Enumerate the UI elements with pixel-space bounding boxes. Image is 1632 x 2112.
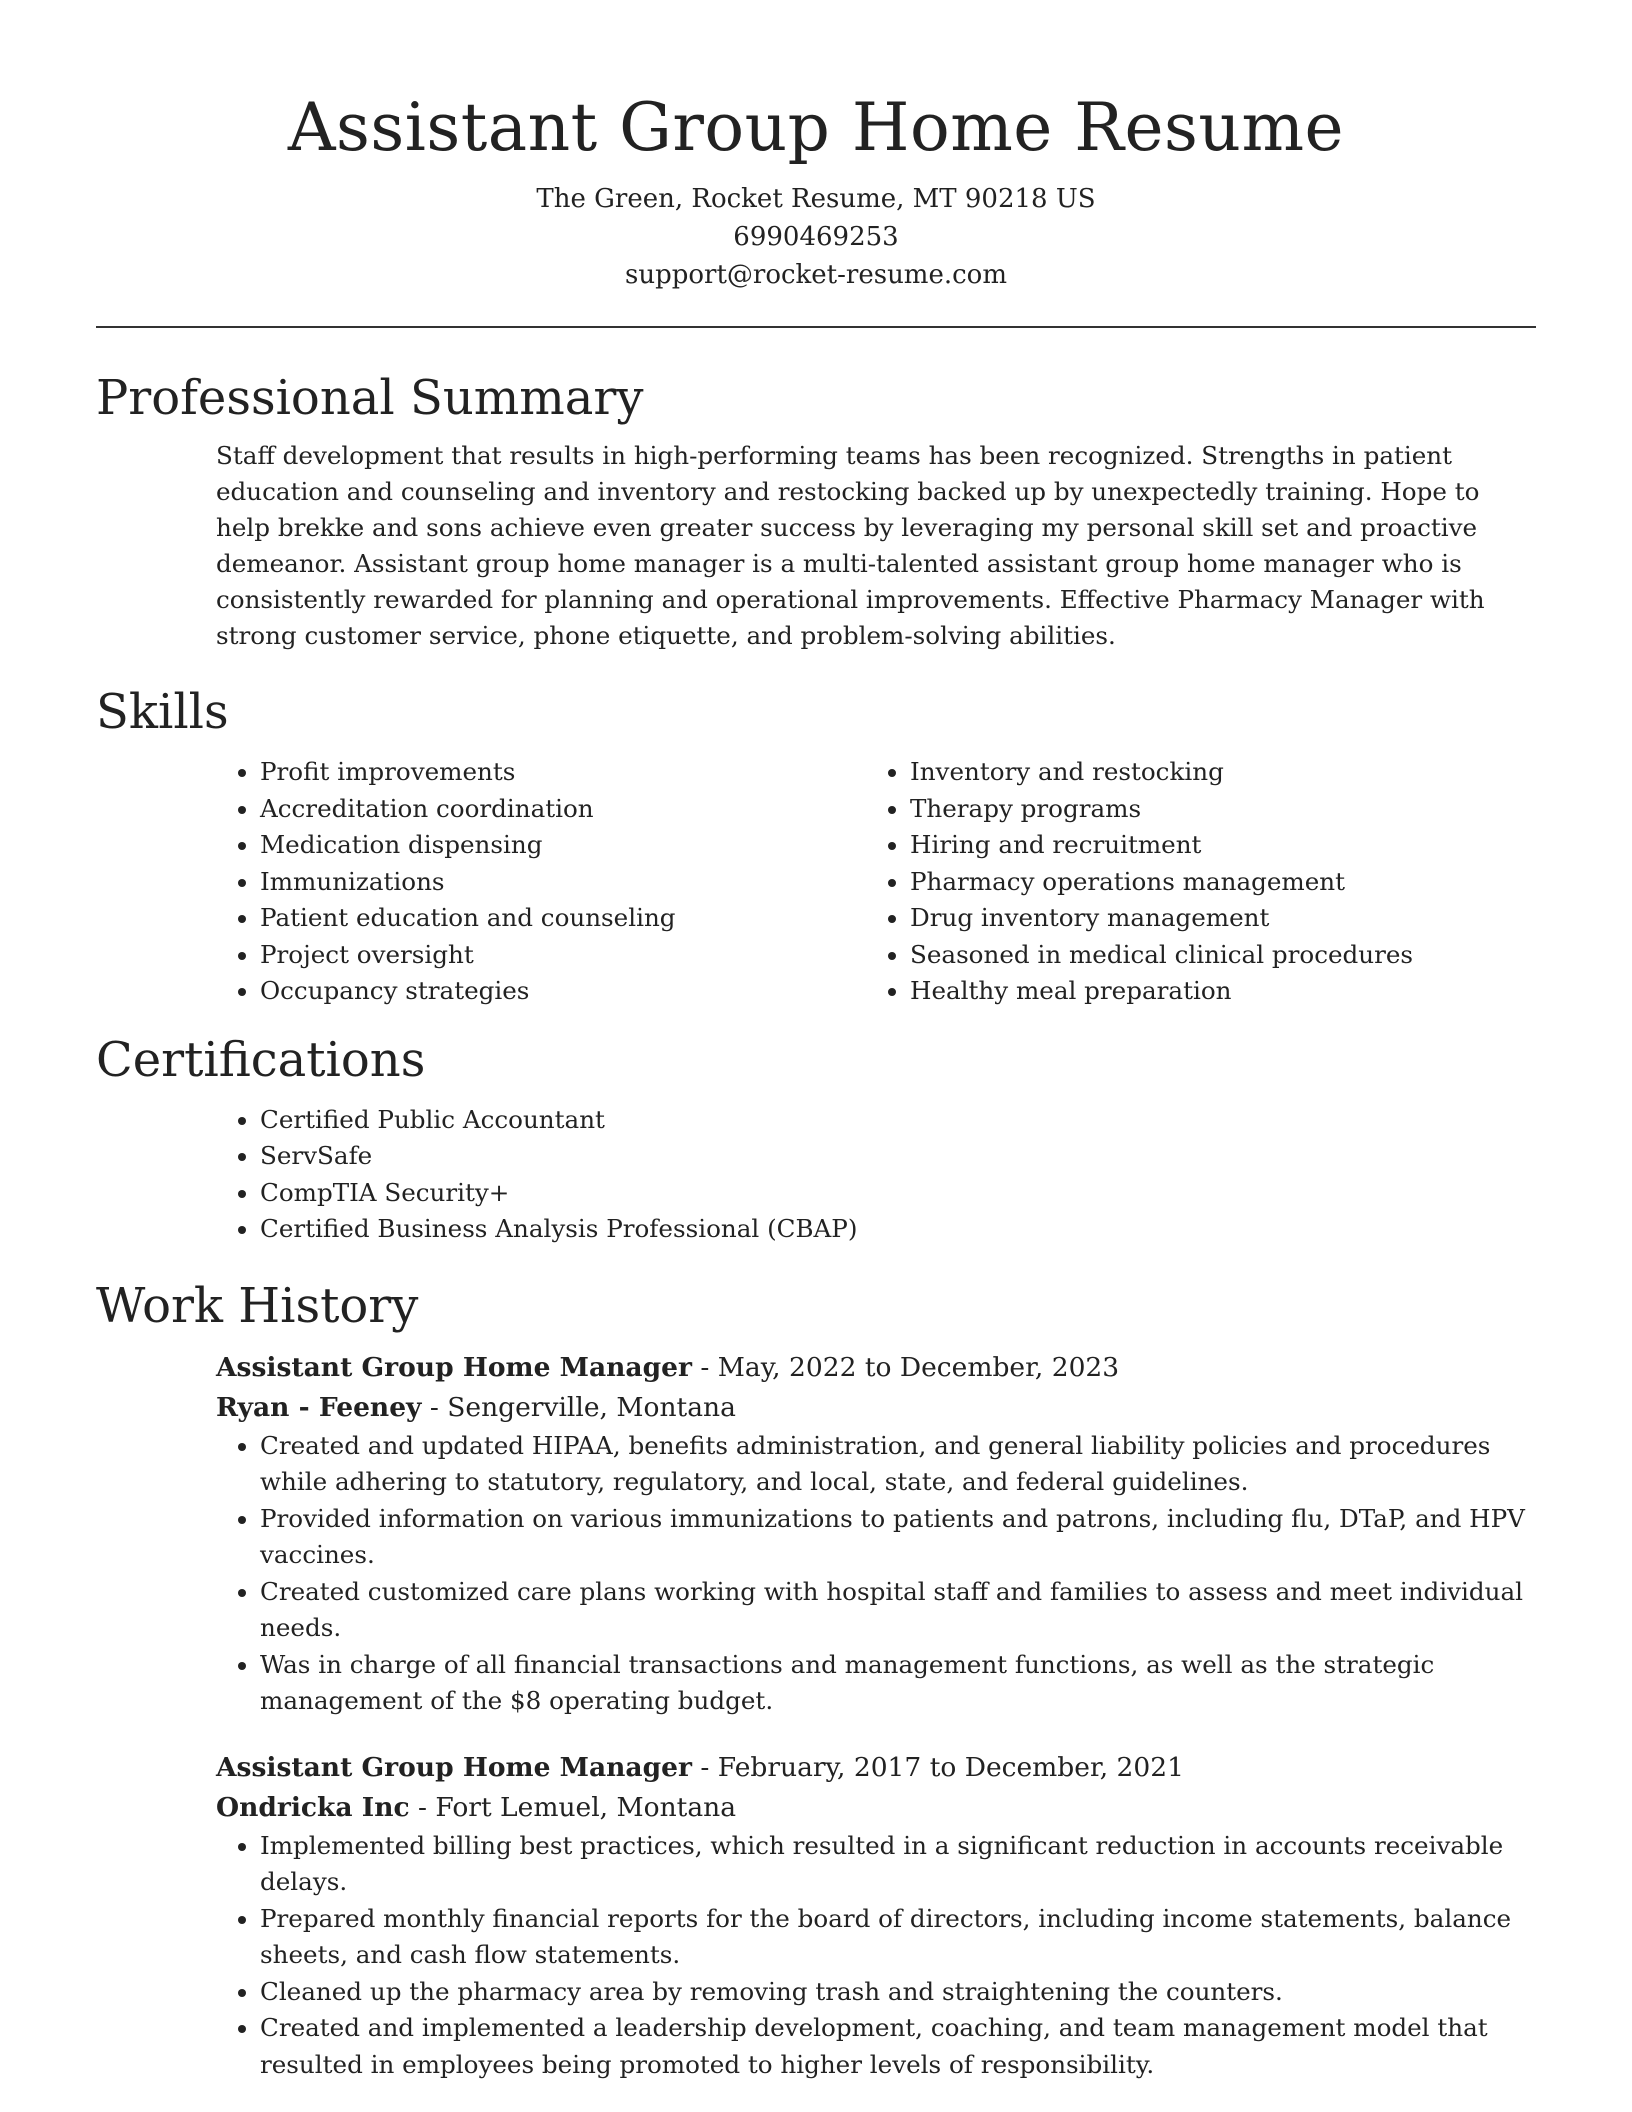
list-item: • Occupancy strategies — [260, 973, 866, 1010]
list-item: • Certified Public Accountant — [260, 1102, 1536, 1139]
list-item: • Hiring and recruitment — [910, 827, 1516, 864]
job-company: Ryan - Feeney — [216, 1391, 422, 1423]
list-item: • Accreditation coordination — [260, 791, 866, 828]
resume-page — [96, 0, 1536, 2083]
list-item: • Inventory and restocking — [910, 754, 1516, 791]
job-dates: - May, 2022 to December, 2023 — [691, 1351, 1120, 1383]
list-item: • Was in charge of all financial transactions and management functions, as well as the strategic management of the $8 operating budget. — [260, 1647, 1536, 1720]
contact-email: support@rocket-resume.com — [624, 260, 1007, 290]
contact-address: The Green, Rocket Resume, MT 90218 US — [536, 184, 1096, 214]
job-title-line — [216, 1748, 1536, 1788]
skills-left-list — [216, 754, 866, 1010]
resume-header — [96, 0, 1536, 294]
list-item: • Immunizations — [260, 864, 866, 901]
job-title: Assistant Group Home Manager — [216, 1751, 692, 1783]
summary-body — [216, 438, 1536, 654]
list-item: • Profit improvements — [260, 754, 866, 791]
skills-grid — [216, 754, 1536, 1010]
list-item: • CompTIA Security+ — [260, 1175, 1536, 1212]
list-item: • Created and implemented a leadership development, coaching, and team management model that resulted in employees being promoted to higher levels of responsibility. — [260, 2010, 1536, 2083]
job-entry — [216, 1748, 1536, 2084]
summary-heading: Professional Summary — [96, 370, 644, 426]
list-item: • Patient education and counseling — [260, 900, 866, 937]
contact-phone: 6990469253 — [733, 222, 899, 252]
list-item: • Certified Business Analysis Professional (CBAP) — [260, 1211, 1536, 1248]
contact-block — [96, 180, 1536, 294]
job-location: - Fort Lemuel, Montana — [409, 1791, 736, 1823]
job-dates: - February, 2017 to December, 2021 — [691, 1751, 1185, 1783]
summary-section — [96, 366, 1536, 654]
skills-section — [96, 680, 1536, 1010]
work-history-heading: Work History — [96, 1277, 419, 1334]
work-history-section — [96, 1274, 1536, 2084]
certifications-heading: Certifications — [96, 1031, 426, 1088]
certifications-body — [216, 1102, 1536, 1248]
list-item: • Cleaned up the pharmacy area by removing trash and straightening the counters. — [260, 1974, 1536, 2011]
skills-left-column — [216, 754, 866, 1010]
list-item: • Prepared monthly financial reports for the board of directors, including income statements, balance sheets, and cash flow statements. — [260, 1901, 1536, 1974]
job-entry — [216, 1348, 1536, 1720]
resume-title: Assistant Group Home Resume — [287, 89, 1345, 166]
job-title-line — [216, 1348, 1536, 1388]
list-item: • Therapy programs — [910, 791, 1516, 828]
skills-right-list — [866, 754, 1516, 1010]
job-company-line — [216, 1388, 1536, 1428]
list-item: • Seasoned in medical clinical procedures — [910, 937, 1516, 974]
job-bullets — [216, 1428, 1536, 1720]
list-item: • Created and updated HIPAA, benefits administration, and general liability policies and procedures while adhering to statutory, regulatory, and local, state, and federal guidelines. — [260, 1428, 1536, 1501]
job-company-line — [216, 1788, 1536, 1828]
certifications-section — [96, 1028, 1536, 1248]
list-item: • Implemented billing best practices, which resulted in a significant reduction in accounts receivable delays. — [260, 1828, 1536, 1901]
list-item: • Project oversight — [260, 937, 866, 974]
certifications-list — [216, 1102, 1536, 1248]
list-item: • ServSafe — [260, 1138, 1536, 1175]
job-bullets — [216, 1828, 1536, 2084]
job-title: Assistant Group Home Manager — [216, 1351, 692, 1383]
summary-text: Staff development that results in high-performing teams has been recognized. Strengths in patient education and counseling and inventory and restocking backed up by unexpectedly training. Hope to help brekke and sons achieve even greater success by leveraging my personal skill set and proactive demeanor. Assistant group home manager is a multi-talented assistant group home manager who is consistently rewarded for planning and operational improvements. Effective Pharmacy Manager with strong customer service, phone etiquette, and problem-solving abilities. — [216, 441, 1485, 650]
skills-right-column — [866, 754, 1516, 1010]
job-location: - Sengerville, Montana — [421, 1391, 736, 1423]
list-item: • Drug inventory management — [910, 900, 1516, 937]
list-item: • Created customized care plans working with hospital staff and families to assess and meet individual needs. — [260, 1574, 1536, 1647]
job-company: Ondricka Inc — [216, 1791, 410, 1823]
skills-heading: Skills — [96, 684, 229, 740]
list-item: • Medication dispensing — [260, 827, 866, 864]
header-divider — [96, 326, 1536, 328]
list-item: • Pharmacy operations management — [910, 864, 1516, 901]
list-item: • Provided information on various immunizations to patients and patrons, including flu, DTaP, and HPV vaccines. — [260, 1501, 1536, 1574]
list-item: • Healthy meal preparation — [910, 973, 1516, 1010]
